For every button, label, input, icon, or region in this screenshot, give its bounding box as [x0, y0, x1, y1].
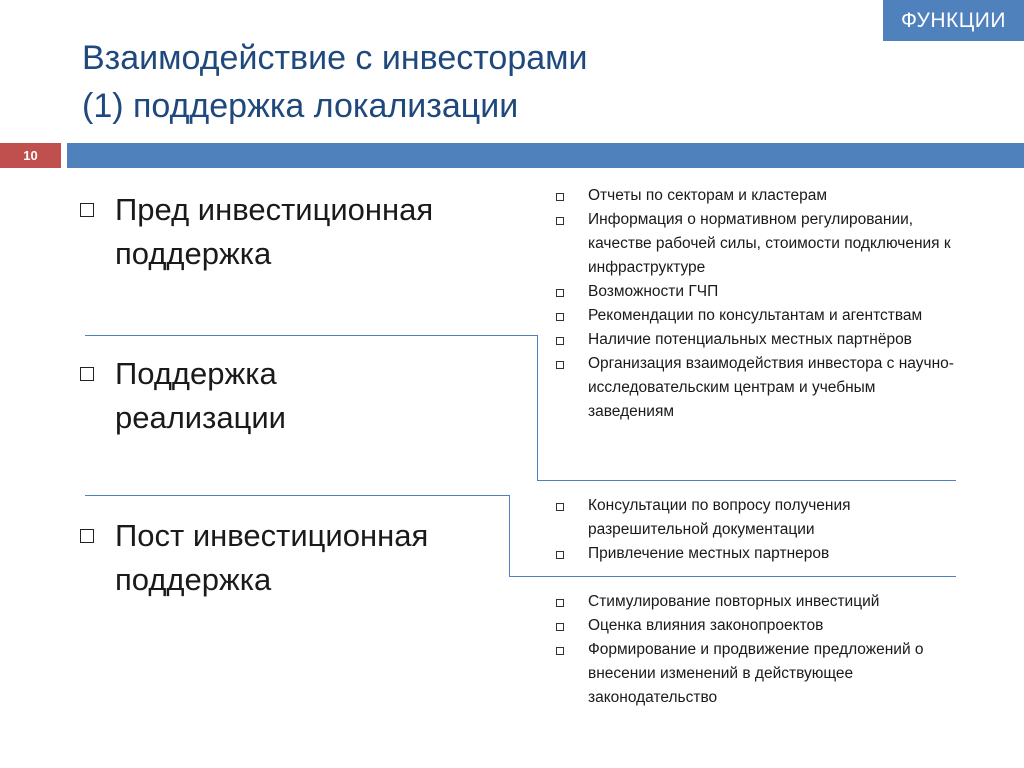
- square-bullet-icon: [556, 551, 564, 559]
- square-bullet-icon: [556, 337, 564, 345]
- divider-line: [509, 576, 956, 577]
- post-investment-details: [553, 590, 963, 710]
- square-bullet-icon: [556, 503, 564, 511]
- square-bullet-icon: [80, 367, 94, 381]
- square-bullet-icon: [556, 217, 564, 225]
- stage-label-line1: Пред инвестиционная: [115, 192, 434, 227]
- stage-post-investment: [80, 514, 510, 602]
- square-bullet-icon: [556, 623, 564, 631]
- square-bullet-icon: [556, 289, 564, 297]
- divider-line: [85, 335, 538, 336]
- page-title: [82, 34, 588, 130]
- stage-pre-investment: [80, 188, 510, 276]
- list-item: Привлечение местных партнеров: [553, 542, 963, 566]
- stage-label-line1: Пост инвестиционная: [115, 518, 429, 553]
- list-item: Формирование и продвижение предложений о внесении изменений в действующее законодательство: [553, 638, 963, 710]
- list-item: Стимулирование повторных инвестиций: [553, 590, 963, 614]
- slide-number: 10: [0, 143, 61, 168]
- list-item: Возможности ГЧП: [553, 280, 963, 304]
- list-item: Консультации по вопросу получения разрешительной документации: [553, 494, 963, 542]
- divider-line: [509, 495, 510, 577]
- pre-investment-details: [553, 184, 963, 424]
- header-rule: [67, 143, 1024, 168]
- stage-label-line2: поддержка: [115, 236, 272, 271]
- section-badge: ФУНКЦИИ: [883, 0, 1024, 41]
- list-item: Рекомендации по консультантам и агентствам: [553, 304, 963, 328]
- stage-implementation: [80, 352, 510, 440]
- stage-label-line2: реализации: [115, 400, 286, 435]
- divider-line: [85, 495, 510, 496]
- square-bullet-icon: [556, 599, 564, 607]
- square-bullet-icon: [556, 647, 564, 655]
- page-title-line1: Взаимодействие с инвесторами: [82, 39, 588, 77]
- square-bullet-icon: [556, 193, 564, 201]
- square-bullet-icon: [80, 529, 94, 543]
- divider-line: [537, 480, 956, 481]
- divider-line: [537, 335, 538, 481]
- list-item: Отчеты по секторам и кластерам: [553, 184, 963, 208]
- implementation-details: [553, 494, 963, 566]
- list-item: Оценка влияния законопроектов: [553, 614, 963, 638]
- stage-label-line2: поддержка: [115, 562, 272, 597]
- list-item: Наличие потенциальных местных партнёров: [553, 328, 963, 352]
- square-bullet-icon: [556, 361, 564, 369]
- square-bullet-icon: [80, 203, 94, 217]
- stage-label-line1: Поддержка: [115, 356, 277, 391]
- list-item: Организация взаимодействия инвестора с научно-исследовательским центрам и учебным заведениям: [553, 352, 963, 424]
- square-bullet-icon: [556, 313, 564, 321]
- list-item: Информация о нормативном регулировании, качестве рабочей силы, стоимости подключения к инфраструктуре: [553, 208, 963, 280]
- page-title-line2: (1) поддержка локализации: [82, 87, 519, 125]
